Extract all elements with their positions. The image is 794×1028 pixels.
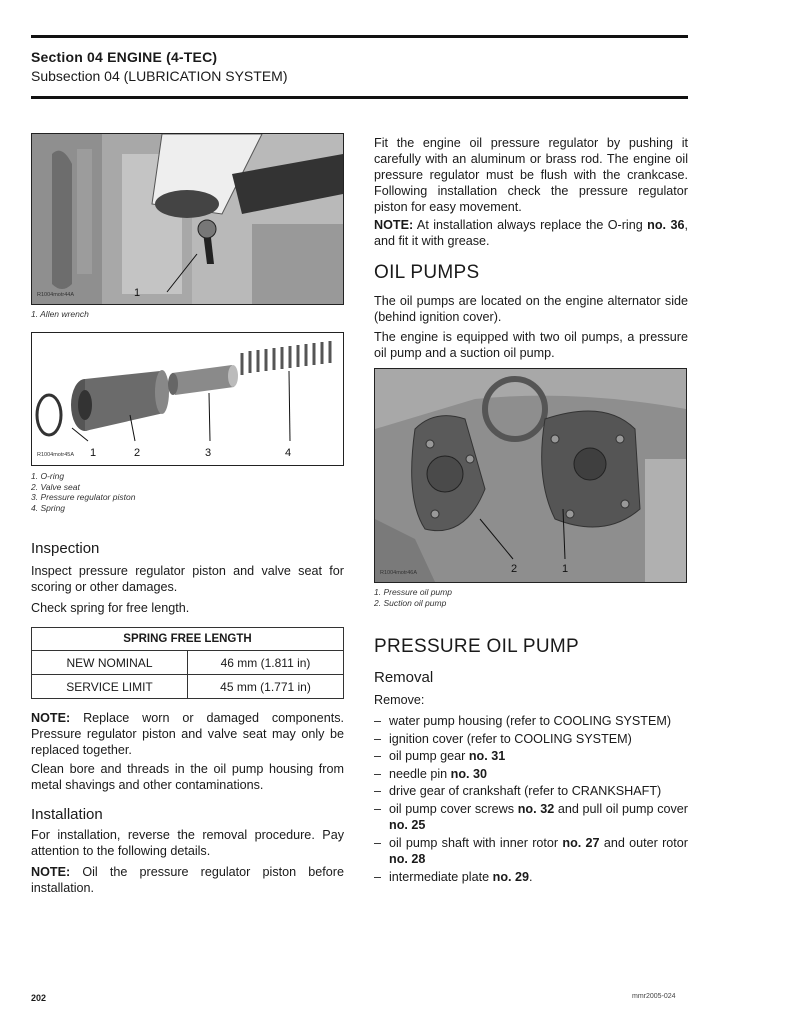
section-title: Section 04 ENGINE (4-TEC): [31, 49, 218, 65]
clean-paragraph: Clean bore and threads in the oil pump housing from metal shavings and other contaminations.: [31, 762, 344, 792]
figure-regulator-parts: [31, 332, 344, 466]
list-item: – drive gear of crankshaft (refer to CRANKSHAFT): [374, 783, 688, 799]
removal-heading: Removal: [374, 669, 434, 686]
table-cell: 46 mm (1.811 in): [188, 651, 344, 675]
caption-line: 1. O-ring: [31, 471, 65, 481]
inspection-paragraph: Inspect pressure regulator piston and valve seat for scoring or other damages.: [31, 564, 344, 594]
caption-line: 2. Valve seat: [31, 481, 80, 492]
allen-wrench-illustration: [32, 134, 343, 304]
table-row: [32, 651, 344, 675]
callout-1: 1: [562, 563, 569, 575]
note-label: NOTE:: [374, 218, 414, 232]
regulator-parts-illustration: [32, 333, 343, 465]
table-row: [32, 628, 344, 651]
note-text: Oil the pressure regulator piston before installation.: [31, 865, 344, 895]
page-number: 202: [31, 993, 47, 1003]
header-top-rule: [31, 35, 688, 38]
spring-free-length-table: [31, 627, 344, 699]
figure-captions: [31, 471, 135, 513]
pressure-oil-pump-heading: PRESSURE OIL PUMP: [374, 636, 579, 657]
table-cell: SERVICE LIMIT: [32, 675, 188, 699]
header-bottom-rule: [31, 96, 688, 99]
removal-steps-list: [374, 713, 688, 886]
callout-3: 3: [205, 447, 212, 459]
oil-pumps-paragraph: The oil pumps are located on the engine alternator side (behind ignition cover).: [374, 294, 688, 324]
note-paragraph-2: [31, 864, 344, 896]
figure-code: R1004motr45A: [37, 452, 74, 458]
figure-oil-pumps: [374, 368, 687, 583]
list-item: – water pump housing (refer to COOLING SYSTEM): [374, 713, 688, 729]
oil-pumps-illustration: [375, 369, 686, 582]
remove-label: Remove:: [374, 693, 425, 707]
caption-line: 4. Spring: [31, 502, 66, 513]
note-tail: , and fit it with grease.: [374, 218, 688, 248]
subsection-title: Subsection 04 (LUBRICATION SYSTEM): [31, 68, 288, 84]
callout-1: 1: [134, 287, 141, 299]
note-text: At installation always replace the O-ring: [413, 218, 648, 232]
caption-line: 2. Suction oil pump: [374, 597, 447, 608]
oil-pumps-paragraph-2: The engine is equipped with two oil pumps, a pressure oil pump and a suction oil pump.: [374, 330, 688, 360]
oil-pumps-heading: OIL PUMPS: [374, 262, 480, 283]
note-paragraph-3: [374, 217, 688, 249]
fit-paragraph: Fit the engine oil pressure regulator by pushing it carefully with an aluminum or brass rod. The engine oil pressure regulator must be flush with the crankcase. Following installation check the pressure regulator piston for easy movement.: [374, 136, 688, 214]
caption-line: 3. Pressure regulator piston: [31, 492, 136, 502]
callout-2: 2: [134, 447, 141, 459]
callout-2: 2: [511, 563, 518, 575]
figure-code: R1004motr44A: [37, 292, 74, 298]
note-label: NOTE:: [31, 865, 71, 879]
installation-paragraph: For installation, reverse the removal procedure. Pay attention to the following details.: [31, 828, 344, 858]
note-part-number: no. 36: [647, 218, 685, 232]
callout-4: 4: [285, 447, 292, 459]
list-item: – oil pump shaft with inner rotor no. 27 and outer rotor no. 28: [374, 835, 688, 867]
list-item: – needle pin no. 30: [374, 766, 688, 782]
figure-caption: 1. Allen wrench: [31, 309, 89, 319]
note-label: NOTE:: [31, 711, 71, 725]
document-code: mmr2005-024: [632, 993, 676, 1000]
figure-code: R1004motr46A: [380, 570, 417, 576]
table-cell: NEW NOMINAL: [32, 651, 188, 675]
caption-line: 1. Pressure oil pump: [374, 587, 452, 597]
table-title: SPRING FREE LENGTH: [32, 628, 344, 651]
figure-allen-wrench: [31, 133, 344, 305]
inspection-heading: Inspection: [31, 540, 100, 557]
list-item: – intermediate plate no. 29.: [374, 869, 688, 885]
note-paragraph: [31, 710, 344, 758]
table-cell: 45 mm (1.771 in): [188, 675, 344, 699]
figure-captions: [374, 587, 452, 608]
inspection-paragraph-2: Check spring for free length.: [31, 601, 190, 615]
list-item: – oil pump cover screws no. 32 and pull oil pump cover no. 25: [374, 801, 688, 833]
list-item: – oil pump gear no. 31: [374, 748, 688, 764]
o-ring: [37, 395, 61, 435]
table-row: [32, 675, 344, 699]
list-item: – ignition cover (refer to COOLING SYSTEM): [374, 731, 688, 747]
installation-heading: Installation: [31, 806, 103, 823]
note-text: Replace worn or damaged components. Pressure regulator piston and valve seat may only be replaced together.: [31, 711, 344, 757]
callout-1: 1: [90, 447, 97, 459]
